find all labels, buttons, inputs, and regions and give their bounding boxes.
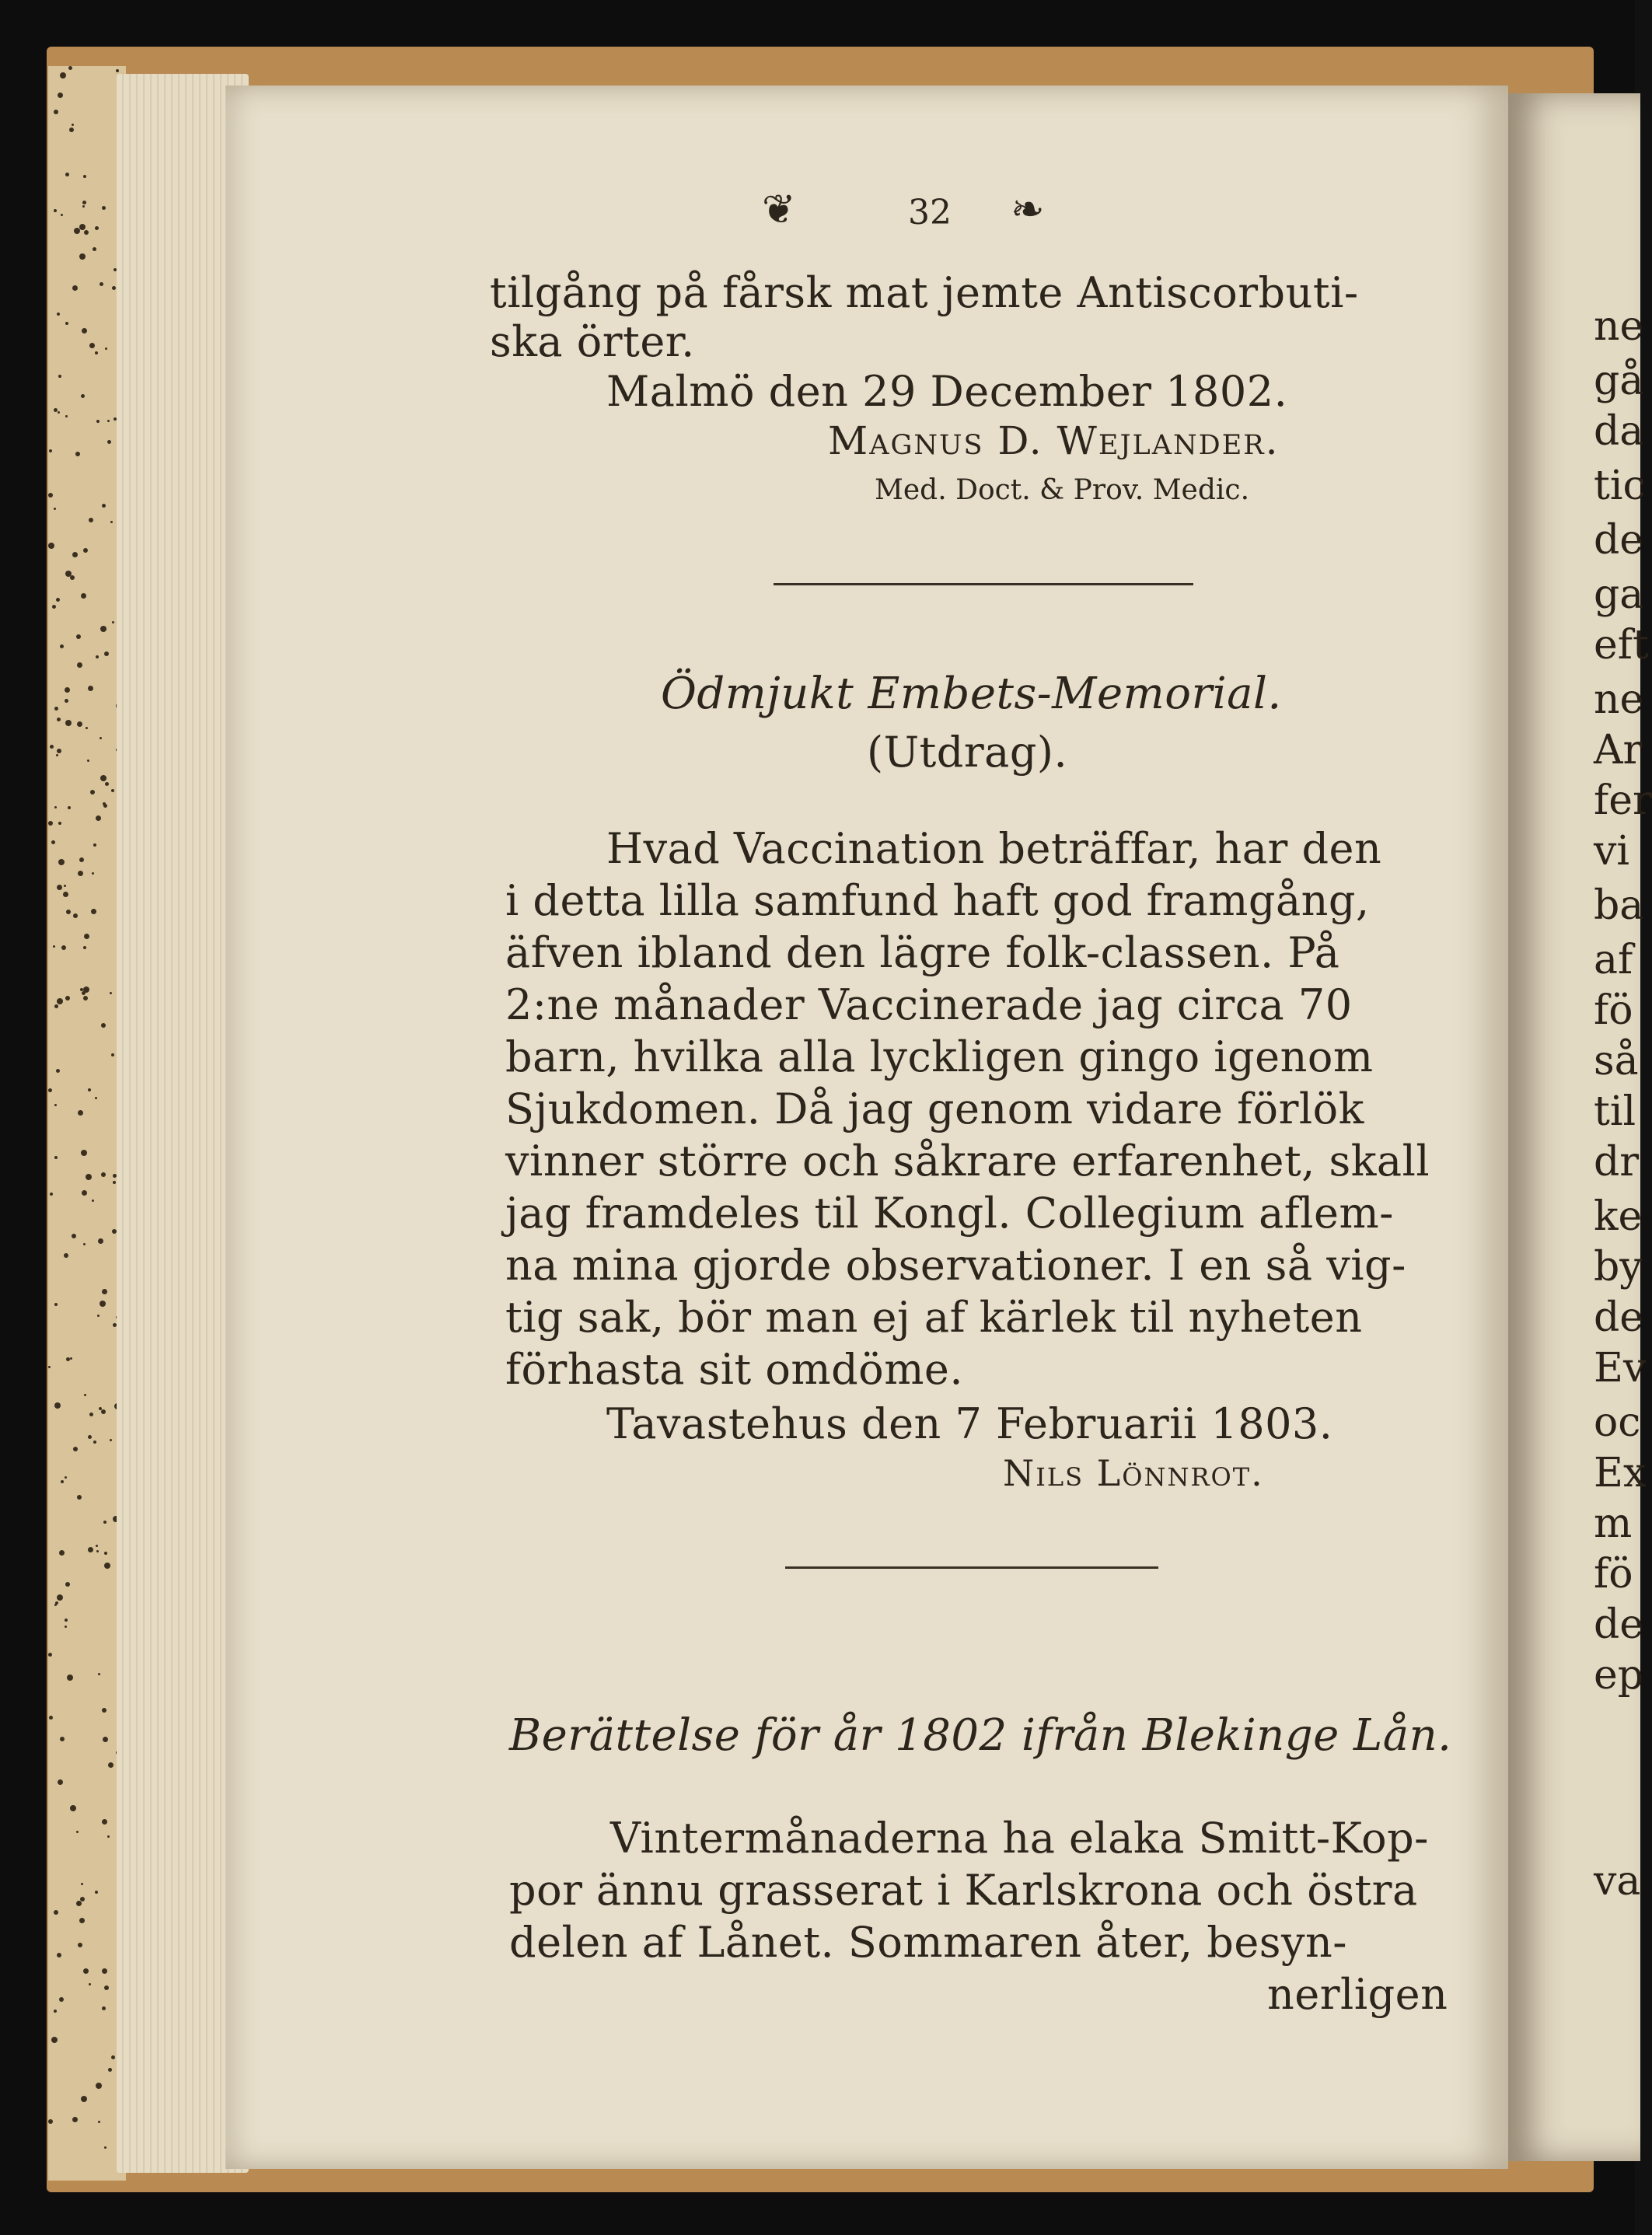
facing-page-fragment: eft: [1594, 622, 1649, 669]
facing-page-fragment: Ex: [1594, 1450, 1647, 1496]
section-1-title: Ödmjukt Embets-Memorial.: [661, 669, 1282, 719]
spine-speck: [98, 1673, 100, 1675]
spine-speck: [72, 552, 78, 557]
spine-speck: [100, 737, 102, 739]
spine-speck: [70, 575, 75, 580]
spine-speck: [93, 843, 96, 847]
spine-speck: [60, 644, 64, 648]
spine-speck: [82, 205, 85, 208]
spine-speck: [83, 996, 88, 1001]
spine-speck: [63, 892, 68, 897]
spine-speck: [111, 2055, 115, 2059]
spine-speck: [65, 415, 68, 417]
spine-speck: [68, 806, 71, 809]
spine-speck: [69, 127, 74, 132]
spine-speck: [65, 1476, 67, 1479]
spine-speck: [112, 621, 114, 623]
right-ornament-icon: ❧: [1011, 187, 1045, 233]
text-line: nerligen: [1267, 1970, 1448, 2019]
spine-speck: [65, 322, 68, 325]
spine-speck: [75, 452, 80, 456]
spine-speck: [82, 1190, 87, 1196]
text-line: 2:ne månader Vaccinerade jag circa 70: [505, 980, 1353, 1029]
spine-speck: [67, 1675, 73, 1681]
facing-page-fragment: fö: [1594, 987, 1633, 1034]
spine-speck: [54, 707, 58, 711]
text-line: delen af Lånet. Sommaren åter, besyn-: [509, 1918, 1348, 1967]
spine-speck: [54, 1156, 58, 1159]
spine-speck: [84, 1394, 86, 1396]
facing-page-fragment: til: [1594, 1088, 1636, 1135]
spine-speck: [65, 720, 72, 726]
spine-speck: [110, 992, 112, 994]
spine-speck: [92, 872, 94, 875]
spine-speck: [61, 1480, 64, 1483]
spine-speck: [57, 718, 61, 721]
spine-speck: [98, 2121, 100, 2123]
spine-speck: [48, 1366, 51, 1368]
spine-speck: [102, 1968, 107, 1974]
spine-speck: [55, 1601, 58, 1605]
spine-speck: [57, 998, 63, 1004]
spine-speck: [65, 1582, 70, 1587]
spine-speck: [50, 745, 54, 749]
spine-speck: [112, 286, 116, 290]
spine-speck: [51, 2037, 58, 2043]
signature-2: Nils Lönnrot.: [1003, 1452, 1264, 1494]
spine-speck: [96, 420, 100, 423]
spine-speck: [84, 934, 89, 939]
spine-speck: [107, 420, 110, 422]
speckled-spine: [48, 66, 126, 2181]
spine-speck: [72, 124, 74, 126]
spine-speck: [57, 749, 61, 753]
spine-speck: [100, 775, 107, 781]
spine-speck: [78, 1943, 82, 1947]
spine-speck: [107, 1835, 110, 1838]
spine-speck: [54, 1104, 57, 1106]
spine-speck: [96, 655, 99, 658]
spine-speck: [60, 1737, 65, 1741]
spine-speck: [91, 909, 96, 914]
spine-speck: [77, 662, 82, 668]
spine-speck: [101, 1023, 106, 1028]
spine-speck: [57, 885, 62, 890]
spine-speck: [59, 1550, 65, 1556]
spine-speck: [84, 230, 89, 235]
spine-speck: [102, 1289, 107, 1294]
spine-speck: [96, 1550, 99, 1552]
spine-speck: [83, 175, 86, 178]
spine-speck: [81, 1150, 87, 1156]
spine-speck: [89, 518, 93, 522]
spine-speck: [65, 699, 68, 703]
spine-speck: [65, 1626, 67, 1628]
signature-1: Magnus D. Wejlander.: [828, 418, 1280, 463]
spine-speck: [51, 840, 55, 844]
spine-speck: [70, 1805, 76, 1811]
spine-speck: [54, 2010, 57, 2013]
spine-speck: [99, 1407, 102, 1410]
spine-speck: [48, 2119, 53, 2124]
spine-speck: [70, 1357, 72, 1360]
facing-page-fragment: Ar: [1594, 727, 1643, 774]
text-line: tilgång på fårsk mat jemte Antiscorbuti-: [490, 268, 1359, 317]
text-line: na mina gjorde observationer. I en så vig-: [505, 1241, 1406, 1290]
spine-speck: [95, 226, 99, 230]
spine-speck: [60, 72, 66, 79]
spine-speck: [111, 789, 114, 792]
spine-speck: [104, 651, 109, 656]
spine-speck: [83, 1968, 89, 1974]
spine-speck: [83, 1243, 86, 1245]
date-malmo: Malmö den 29 December 1802.: [606, 367, 1288, 416]
spine-speck: [76, 1901, 82, 1906]
spine-speck: [54, 1004, 58, 1008]
spine-speck: [79, 857, 84, 862]
facing-page-fragment: da: [1594, 408, 1644, 455]
spine-speck: [54, 408, 58, 412]
facing-page-fragment: tic: [1594, 463, 1646, 509]
spine-speck: [102, 1819, 107, 1825]
spine-speck: [88, 686, 93, 691]
spine-speck: [96, 1545, 98, 1547]
spine-speck: [54, 209, 57, 212]
spine-speck: [100, 282, 103, 286]
spine-speck: [52, 605, 56, 609]
spine-speck: [48, 493, 53, 498]
spine-speck: [65, 173, 69, 176]
spine-speck: [53, 945, 55, 948]
spine-speck: [72, 1234, 76, 1238]
spine-speck: [111, 1053, 114, 1056]
spine-speck: [101, 1172, 106, 1177]
spine-speck: [58, 411, 60, 414]
spine-speck: [78, 1110, 83, 1116]
facing-page-fragment: så: [1594, 1038, 1639, 1084]
spine-speck: [93, 1441, 96, 1444]
facing-page-fragment: gå: [1594, 358, 1644, 404]
spine-speck: [57, 1594, 63, 1601]
facing-page-fragment: Ev: [1594, 1345, 1647, 1392]
spine-speck: [54, 1402, 61, 1409]
spine-speck: [48, 821, 53, 826]
spine-speck: [81, 1883, 83, 1885]
spine-speck: [88, 1547, 93, 1552]
left-ornament-icon: ❦: [762, 187, 796, 233]
facing-page-fragment: ke: [1594, 1193, 1643, 1240]
spine-speck: [82, 201, 86, 204]
spine-speck: [61, 214, 63, 216]
spine-speck: [79, 253, 86, 260]
spine-speck: [77, 1495, 82, 1500]
spine-speck: [64, 1253, 68, 1258]
spine-speck: [54, 1303, 58, 1306]
text-line: Vintermånaderna ha elaka Smitt-Kop-: [610, 1814, 1429, 1863]
facing-page-fragment: de: [1594, 1601, 1644, 1648]
spine-speck: [89, 1413, 93, 1416]
spine-speck: [81, 394, 85, 398]
spine-speck: [88, 1435, 92, 1439]
spine-speck: [81, 593, 86, 599]
spine-speck: [59, 1997, 64, 2002]
spine-speck: [103, 1521, 107, 1524]
spine-speck: [64, 885, 66, 887]
spine-speck: [104, 2146, 107, 2149]
spine-speck: [104, 1985, 109, 1990]
text-line: förhasta sit omdöme.: [505, 1345, 964, 1394]
book-page: [225, 86, 1508, 2169]
spine-speck: [93, 247, 96, 251]
spine-speck: [83, 548, 88, 553]
section-divider: [785, 1566, 1158, 1569]
spine-speck: [82, 328, 87, 334]
spine-speck: [48, 1653, 52, 1657]
spine-speck: [76, 1831, 79, 1833]
spine-speck: [79, 1918, 85, 1923]
spine-speck: [104, 1552, 107, 1555]
spine-speck: [54, 110, 58, 114]
facing-page-fragment: ba: [1594, 882, 1644, 929]
text-line: Hvad Vaccination beträffar, har den: [606, 824, 1382, 873]
spine-speck: [57, 1953, 61, 1957]
text-line: jag framdeles til Kongl. Collegium aflem-: [505, 1189, 1394, 1238]
spine-speck: [103, 802, 106, 805]
spine-speck: [102, 206, 106, 210]
spine-speck: [86, 727, 88, 729]
spine-speck: [56, 598, 60, 602]
spine-speck: [89, 1983, 91, 1985]
text-line: ska örter.: [490, 317, 695, 366]
facing-page-fragment: ga: [1594, 571, 1644, 618]
spine-speck: [57, 313, 60, 316]
spine-speck: [105, 782, 109, 786]
facing-page-fragment: oc: [1594, 1399, 1641, 1446]
text-line: tig sak, bör man ej af kärlek til nyheten: [505, 1293, 1363, 1342]
spine-speck: [88, 1088, 91, 1091]
facing-page: [1508, 93, 1652, 2161]
spine-speck: [116, 69, 119, 72]
spine-speck: [96, 2083, 102, 2089]
spine-speck: [76, 634, 81, 639]
spine-speck: [102, 2006, 106, 2010]
spine-speck: [90, 790, 95, 794]
spine-speck: [92, 1200, 94, 1202]
spine-speck: [65, 571, 72, 577]
facing-page-fragment: af: [1594, 937, 1633, 983]
spine-speck: [95, 351, 98, 354]
facing-page-fragment: de: [1594, 1294, 1644, 1341]
spine-speck: [103, 1737, 108, 1742]
text-line: i detta lilla samfund haft god framgång,: [505, 876, 1370, 925]
spine-speck: [58, 1779, 63, 1785]
spine-speck: [58, 859, 65, 865]
spine-speck: [100, 1301, 106, 1307]
spine-speck: [49, 1716, 53, 1720]
spine-speck: [73, 913, 78, 918]
facing-page-fragment: ne: [1594, 303, 1644, 350]
spine-speck: [77, 721, 82, 727]
spine-speck: [97, 1315, 100, 1317]
spine-speck: [48, 543, 54, 549]
spine-speck: [95, 1097, 97, 1099]
facing-page-fragment: ep: [1594, 1652, 1644, 1699]
facing-page-fragment: va: [1594, 1858, 1641, 1905]
text-line: por ännu grasserat i Karlskrona och östra: [509, 1866, 1418, 1915]
spine-speck: [104, 1563, 110, 1569]
spine-speck: [108, 2068, 112, 2072]
spine-speck: [56, 1069, 60, 1073]
spine-speck: [86, 1174, 92, 1180]
section-divider: [774, 583, 1193, 585]
spine-speck: [58, 93, 63, 98]
facing-page-fragment: ne: [1594, 676, 1644, 723]
spine-speck: [107, 440, 111, 444]
spine-speck: [83, 946, 86, 949]
facing-page-fragment: vi: [1594, 828, 1630, 875]
spine-speck: [81, 2096, 87, 2102]
page-number: 32: [908, 193, 952, 232]
spine-speck: [95, 1891, 98, 1894]
date-tavastehus: Tavastehus den 7 Februarii 1803.: [606, 1399, 1333, 1448]
spine-speck: [102, 1708, 107, 1713]
facing-page-fragment: de: [1594, 517, 1644, 564]
spine-speck: [61, 945, 66, 950]
signature-1-title: Med. Doct. & Prov. Medic.: [875, 474, 1250, 506]
spine-speck: [79, 224, 86, 230]
facing-page-fragment: dr: [1594, 1139, 1640, 1186]
facing-page-fragment: fer: [1594, 777, 1652, 824]
section-2-title: Berättelse för år 1802 ifrån Blekinge Lån.: [509, 1710, 1452, 1761]
spine-speck: [113, 1181, 116, 1184]
facing-page-fragment: by: [1594, 1244, 1643, 1290]
spine-speck: [65, 687, 70, 693]
spine-speck: [66, 1357, 70, 1361]
facing-page-fragment: m: [1594, 1500, 1633, 1547]
text-line: äfven ibland den lägre folk-classen. På: [505, 928, 1340, 977]
spine-speck: [54, 508, 56, 510]
text-line: barn, hvilka alla lyckligen gingo igenom: [505, 1032, 1374, 1081]
spine-speck: [105, 347, 107, 350]
spine-speck: [73, 1447, 78, 1451]
spine-speck: [48, 1088, 52, 1092]
spine-speck: [98, 1238, 103, 1244]
spine-speck: [65, 1619, 68, 1622]
spine-speck: [58, 375, 61, 378]
spine-speck: [87, 760, 89, 762]
spine-speck: [110, 1439, 112, 1441]
spine-speck: [96, 815, 101, 821]
spine-speck: [110, 521, 113, 523]
spine-speck: [100, 626, 107, 632]
section-1-subtitle: (Utdrag).: [867, 728, 1068, 777]
spine-speck: [58, 822, 61, 825]
spine-speck: [101, 1409, 106, 1414]
text-line: vinner större och såkrare erfarenhet, skall: [505, 1137, 1430, 1186]
spine-speck: [49, 449, 52, 452]
spine-speck: [54, 806, 57, 808]
spine-speck: [50, 1193, 53, 1196]
spine-speck: [89, 343, 95, 348]
spine-speck: [82, 991, 86, 995]
spine-speck: [68, 66, 72, 70]
facing-page-fragment: fö: [1594, 1551, 1633, 1598]
spine-speck: [56, 754, 58, 756]
text-line: Sjukdomen. Då jag genom vidare förlök: [505, 1084, 1364, 1133]
spine-speck: [72, 285, 78, 291]
spine-speck: [102, 504, 106, 508]
spine-speck: [65, 996, 70, 1001]
spine-speck: [66, 910, 71, 914]
spine-speck: [78, 871, 83, 876]
spine-speck: [54, 1910, 58, 1915]
spine-speck: [72, 2117, 78, 2122]
spine-speck: [108, 1762, 114, 1768]
